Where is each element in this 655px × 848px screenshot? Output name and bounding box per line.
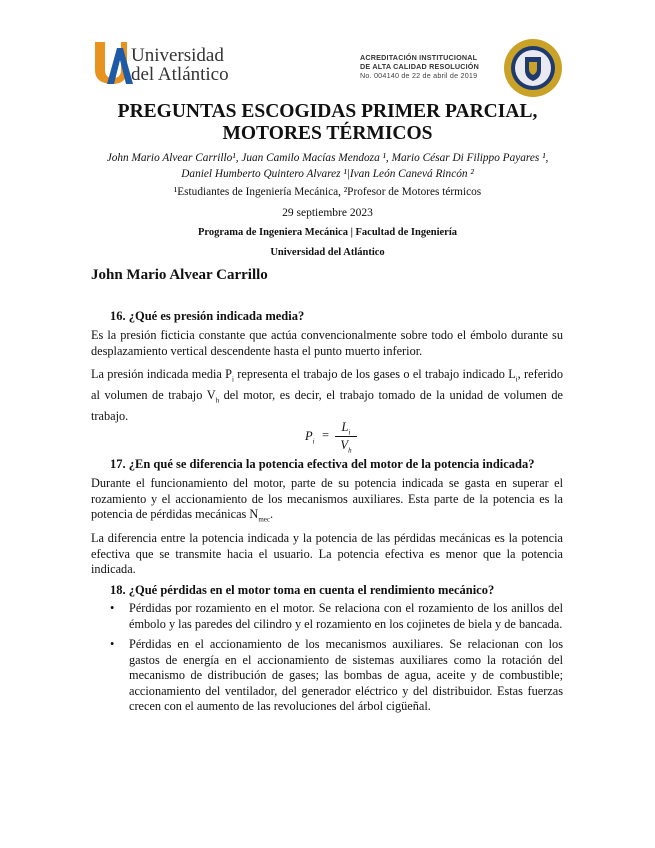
question-16-title: 16. ¿Qué es presión indicada media? — [110, 309, 305, 323]
question-17-paragraph-2: La diferencia entre la potencia indicada y la potencia de las pérdidas mecánicas es la potencia efectiva que se transmite hacia el usuario. La potencia efectiva es menor que la potencia indicada. — [91, 531, 563, 576]
question-17-paragraph-1: Durante el funcionamiento del motor, parte de su potencia indicada se gasta en superar el rozamiento y el accionamiento de los mecanismos auxiliares. Esta parte de la potencia es la potencia de pérdidas mecánicas $N_{mec}$. — [91, 476, 563, 524]
date: 29 septiembre 2023 — [282, 207, 373, 219]
authors: John Mario Alvear Carrillo¹, Juan Camilo Macías Mendoza ¹, Mario César Di Filippo Payares ¹, Daniel Humberto Quintero Alvarez ¹|Ivan León Canevá Rincón ² — [106, 152, 549, 180]
question-17-title: 17. ¿En qué se diferencia la potencia efectiva del motor de la potencia indicada? — [110, 457, 535, 471]
affiliation: ¹Estudiantes de Ingeniería Mecánica, ²Profesor de Motores térmicos — [173, 186, 482, 198]
accreditation-seal-icon — [503, 38, 563, 98]
list-item: • Pérdidas por rozamiento en el motor. Se relaciona con el rozamiento de los anillos del émbolo y las paredes del cilindro y el rozamiento en los cojinetes de biela y de bancada. — [110, 601, 563, 631]
document-title: PREGUNTAS ESCOGIDAS PRIMER PARCIAL, MOTORES TÉRMICOS — [117, 101, 538, 144]
section-author: John Mario Alvear Carrillo — [91, 267, 268, 283]
accreditation-text: ACREDITACIÓN INSTITUCIONAL DE ALTA CALIDAD RESOLUCIÓN No. 004140 de 22 de abril de 2019 — [360, 53, 479, 80]
university-line: Universidad del Atlántico — [270, 247, 385, 258]
program: Programa de Ingeniera Mecánica | Facultad de Ingeniería — [197, 227, 458, 238]
university-name: Universidad del Atlántico — [131, 45, 229, 85]
list-item: • Pérdidas en el accionamiento de los mecanismos auxiliares. Se relacionan con los gastos de energía en el accionamiento de sistemas auxiliares como la rotación del mecanismo de distribución de gases; las bombas de agua, aceite y de combustible; accionamiento del ventilador, del generador eléctrico y del distribuidor. Estas fuerzas crecen con el aumento de las revoluciones del árbol cigüeñal. — [110, 637, 563, 713]
question-18-title: 18. ¿Qué pérdidas en el motor toma en cuenta el rendimiento mecánico? — [110, 583, 495, 597]
question-16-paragraph-2: La presión indicada media $P_i$ representa el trabajo de los gases o el trabajo indicado $L_i$, referido al volumen de trabajo $V_h$ del motor, es decir, el trabajo tomado de la unidad de volumen de trabajo. — [91, 367, 563, 423]
question-16-paragraph-1: Es la presión ficticia constante que actúa convencionalmente sobre todo el émbolo durante su desplazamiento vertical descendente hasta el punto muerto inferior. — [91, 328, 563, 358]
question-18-list — [91, 601, 563, 720]
pressure-formula: $P_i$ = $L_i$ $V_h$ — [305, 420, 375, 456]
